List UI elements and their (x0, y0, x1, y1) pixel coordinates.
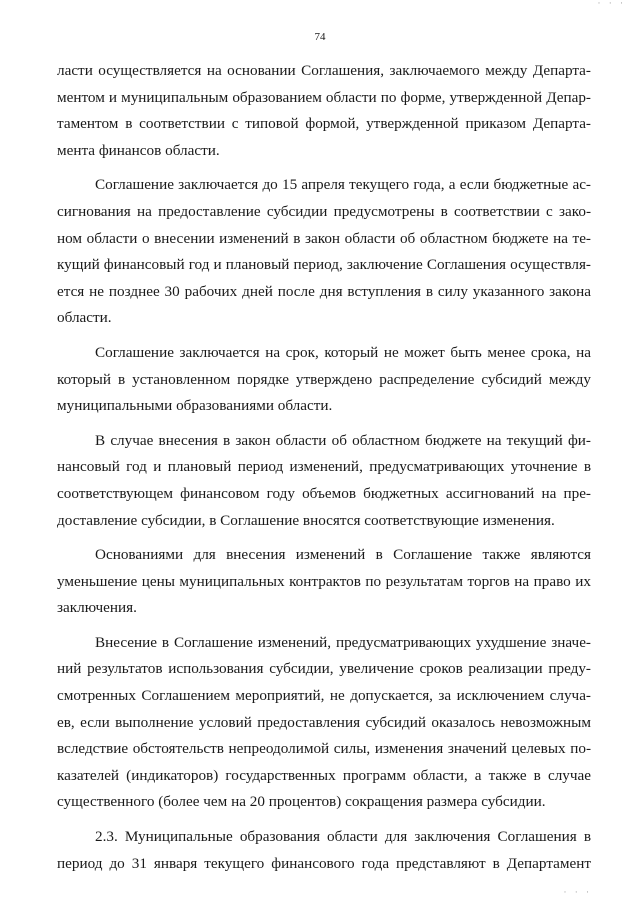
paragraph-line: который в установленном порядке утверждено распределение субсидий между (57, 370, 591, 388)
paragraph (57, 824, 591, 877)
paragraph-line: Соглашение заключается до 15 апреля текущего года, а если бюджетные ас- (95, 176, 591, 194)
paragraph-line: Внесение в Соглашение изменений, предусматривающих ухудшение значе- (95, 633, 591, 651)
paragraph-line: В случае внесения в закон области об областном бюджете на текущий фи- (95, 431, 591, 449)
paragraph (57, 630, 591, 816)
paragraph-line: ментом и муниципальным образованием области по форме, утвержденной Депар- (57, 88, 591, 106)
paragraph-line: доставление субсидии, в Соглашение вносятся соответствующие изменения. (57, 511, 555, 529)
paragraph-line: казателей (индикаторов) государственных программ области, а также в случае (57, 766, 591, 784)
top-corner-mark: · · · (597, 0, 626, 8)
paragraph-line: существенного (более чем на 20 процентов) сокращения размера субсидии. (57, 793, 546, 811)
paragraph-line: смотренных Соглашением мероприятий, не допускается, за исключением случа- (57, 687, 591, 705)
paragraph-line: муниципальными образованиями области. (57, 397, 333, 415)
paragraph-line: период до 31 января текущего финансового года представляют в Департамент (57, 854, 591, 872)
paragraph (57, 428, 591, 534)
paragraph-line: ний результатов использования субсидии, увеличение сроков реализации преду- (57, 660, 591, 678)
paragraph-line: нансовый год и плановый период изменений, предусматривающих уточнение в (57, 458, 591, 476)
paragraph-line: мента финансов области. (57, 141, 220, 159)
paragraph-line: Соглашение заключается на срок, который не может быть менее срока, на (95, 343, 591, 361)
paragraph-line: кущий финансовый год и плановый период, заключение Соглашения осуществля- (57, 256, 591, 274)
paragraph-line: ном области о внесении изменений в закон области об областном бюджете на те- (57, 229, 591, 247)
paragraph (57, 340, 591, 420)
page-number: 74 (314, 31, 326, 43)
paragraph-line: сигнования на предоставление субсидии предусмотрены в соответствии с зако- (57, 202, 591, 220)
paragraph-line: Основаниями для внесения изменений в Соглашение также являются (95, 546, 591, 564)
paragraph (57, 172, 591, 332)
paragraph-line: вследствие обстоятельств непреодолимой силы, изменения значений целевых по- (57, 740, 591, 758)
paragraph-line: ется не позднее 30 рабочих дней после дня вступления в силу указанного закона (57, 282, 591, 300)
paragraph (57, 542, 591, 622)
paragraph-line: ласти осуществляется на основании Соглашения, заключаемого между Департа- (57, 62, 591, 79)
body-text (57, 58, 591, 885)
paragraph-line: таментом в соответствии с типовой формой, утвержденной приказом Департа- (57, 115, 591, 133)
paragraph-line: области. (57, 309, 112, 327)
paragraph-line: соответствующем финансовом году объемов бюджетных ассигнований на пре- (57, 484, 591, 502)
paragraph-line: 2.3. Муниципальные образования области для заключения Соглашения в (95, 828, 591, 846)
paragraph-line: заключения. (57, 599, 137, 617)
bottom-corner-mark: · · · (563, 887, 592, 897)
paragraph-line: уменьшение цены муниципальных контрактов по результатам торгов на право их (57, 572, 591, 590)
paragraph (57, 58, 591, 164)
paragraph-line: ев, если выполнение условий предоставления субсидий оказалось невозможным (57, 713, 591, 731)
